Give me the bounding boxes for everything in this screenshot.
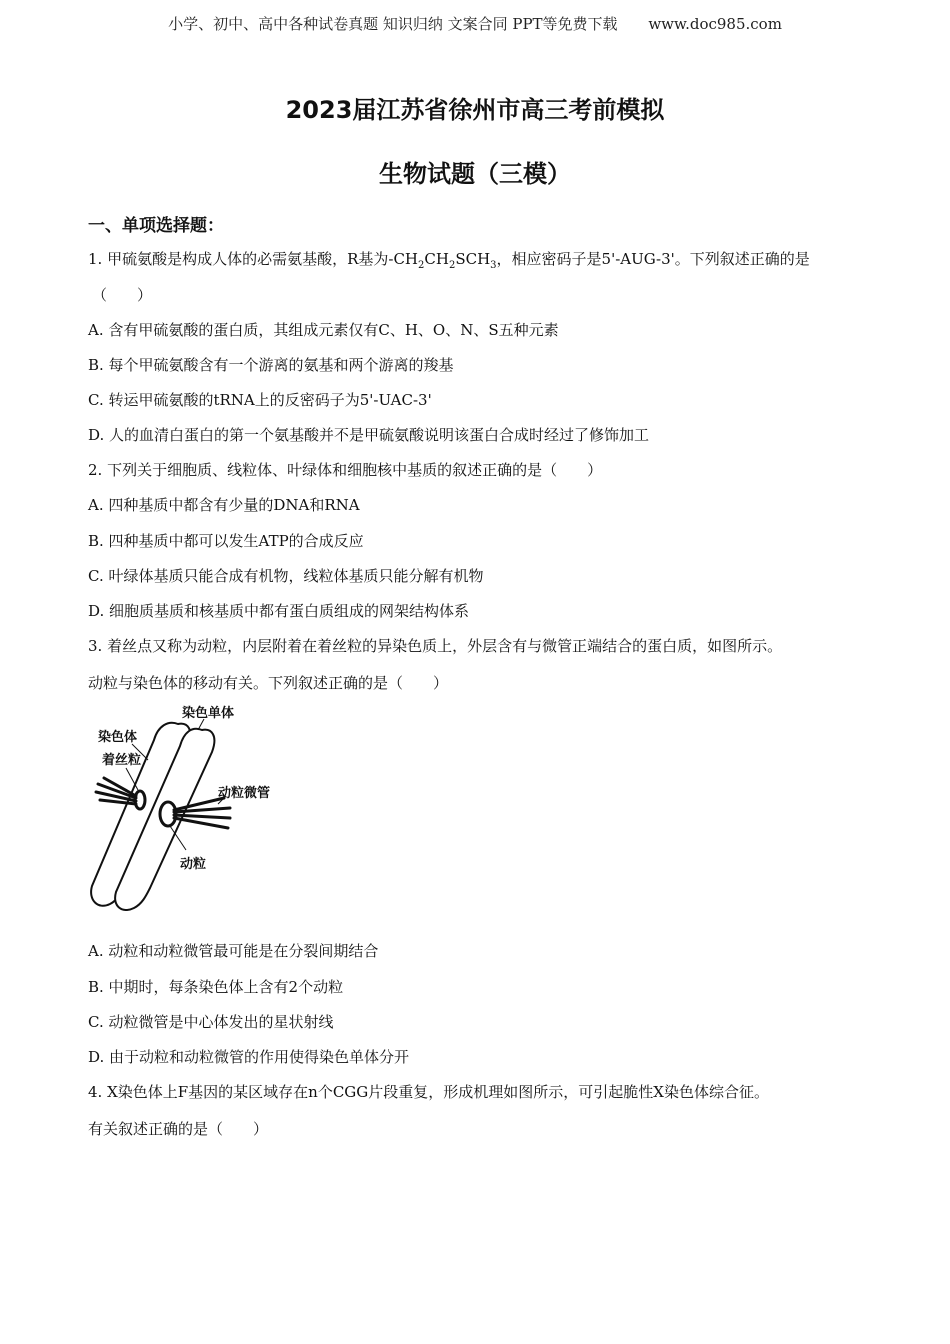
- q1-stem: 1. 甲硫氨酸是构成人体的必需氨基酸，R基为$-CH_2CH_2SCH_3$，相应密码子是5'-AUG-3'。下列叙述正确的是: [88, 250, 810, 271]
- label-microtubule: 动粒微管: [218, 786, 271, 801]
- section-title: 一、单项选择题：: [88, 216, 224, 236]
- q3-option-d[interactable]: D. 由于动粒和动粒微管的作用使得染色单体分开: [88, 1048, 410, 1066]
- q3-option-a[interactable]: A. 动粒和动粒微管最可能是在分裂间期结合: [88, 942, 379, 960]
- q1-option-c[interactable]: C. 转运甲硫氨酸的tRNA上的反密码子为5'-UAC-3': [88, 391, 432, 409]
- q1-option-a[interactable]: A. 含有甲硫氨酸的蛋白质，其组成元素仅有C、H、O、N、S五种元素: [88, 321, 559, 339]
- q2-option-c[interactable]: C. 叶绿体基质只能合成有机物，线粒体基质只能分解有机物: [88, 567, 484, 585]
- q1-option-d[interactable]: D. 人的血清白蛋白的第一个氨基酸并不是甲硫氨酸说明该蛋白合成时经过了修饰加工: [88, 426, 650, 444]
- label-centromere: 着丝粒: [102, 753, 142, 768]
- exam-title: 2023届江苏省徐州市高三考前模拟: [285, 96, 665, 124]
- label-kinetochore: 动粒: [180, 857, 207, 872]
- exam-subtitle: 生物试题（三模）: [379, 160, 571, 188]
- q4-stem-1: 4. X染色体上F基因的某区域存在n个CGG片段重复，形成机理如图所示，可引起脆性X染色体综合征。: [88, 1083, 769, 1101]
- q2-option-a[interactable]: A. 四种基质中都含有少量的DNA和RNA: [88, 496, 360, 514]
- q1-option-b[interactable]: B. 每个甲硫氨酸含有一个游离的氨基和两个游离的羧基: [88, 356, 454, 374]
- q3-stem-1: 3. 着丝点又称为动粒，内层附着在着丝粒的异染色质上，外层含有与微管正端结合的蛋白质，如图所示。: [88, 637, 783, 655]
- page-header: [0, 13, 950, 34]
- q1-paren: （ ）: [92, 286, 153, 304]
- q2-stem: 2. 下列关于细胞质、线粒体、叶绿体和细胞核中基质的叙述正确的是（ ）: [88, 461, 603, 479]
- q3-option-c[interactable]: C. 动粒微管是中心体发出的星状射线: [88, 1013, 334, 1031]
- chromosome-figure: [80, 700, 300, 920]
- q3-option-b[interactable]: B. 中期时，每条染色体上含有2个动粒: [88, 978, 344, 996]
- q2-option-b[interactable]: B. 四种基质中都可以发生ATP的合成反应: [88, 532, 364, 550]
- q2-option-d[interactable]: D. 细胞质基质和核基质中都有蛋白质组成的网架结构体系: [88, 602, 470, 620]
- label-chromosome: 染色体: [98, 730, 138, 745]
- header-site-link[interactable]: www.doc985.com: [648, 15, 782, 33]
- header-text: 小学、初中、高中各种试卷真题 知识归纳 文案合同 PPT等免费下载: [168, 15, 618, 33]
- q3-stem-2: 动粒与染色体的移动有关。下列叙述正确的是（ ）: [88, 674, 449, 692]
- q4-stem-2: 有关叙述正确的是（ ）: [88, 1120, 269, 1138]
- label-chromatid: 染色单体: [182, 706, 235, 721]
- microtubules-left: [96, 778, 136, 804]
